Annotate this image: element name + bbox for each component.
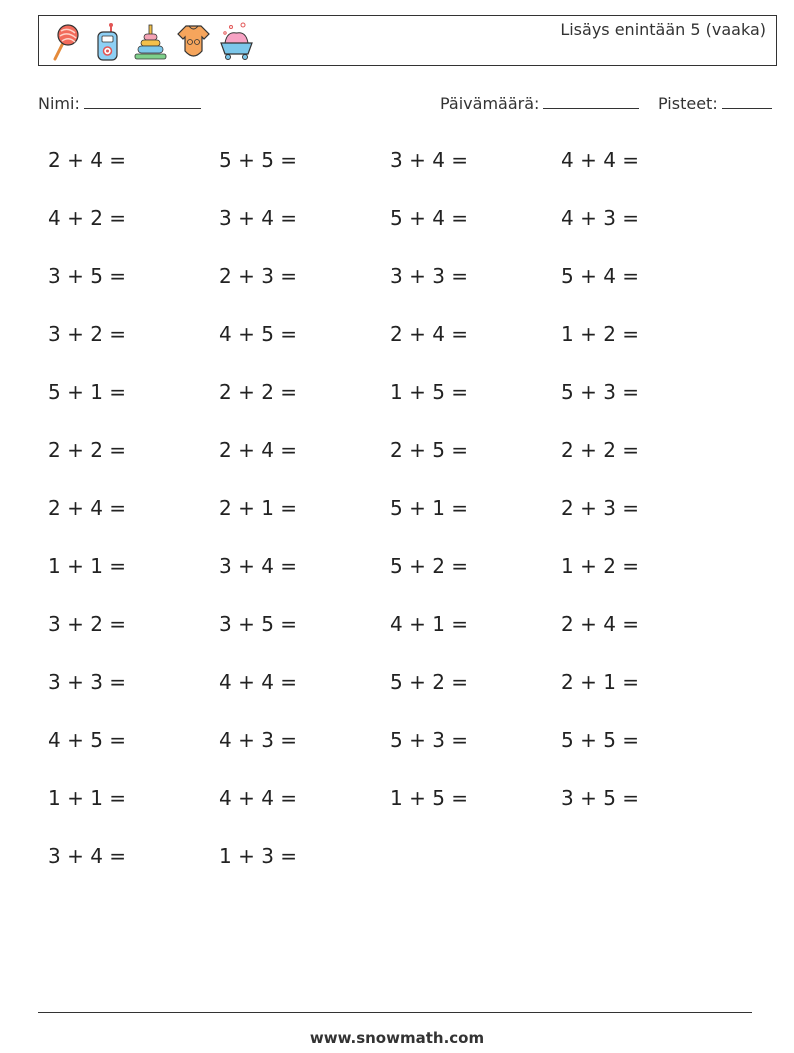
problem-item: 5 + 3 = [561,380,640,404]
problem-item: 2 + 5 = [390,438,469,462]
problem-item: 3 + 4 = [219,206,298,230]
problem-item: 3 + 4 = [48,844,127,868]
problem-item: 2 + 2 = [219,380,298,404]
score-field[interactable] [658,94,772,113]
problem-item: 4 + 5 = [48,728,127,752]
problem-item: 3 + 2 = [48,322,127,346]
problem-item: 1 + 5 = [390,786,469,810]
baby-bodysuit-icon [176,21,211,63]
problem-item: 1 + 2 = [561,322,640,346]
problem-item: 2 + 2 = [48,438,127,462]
score-label: Pisteet: [658,94,718,113]
problem-item: 5 + 2 = [390,670,469,694]
problem-item: 5 + 1 = [390,496,469,520]
problem-item: 4 + 2 = [48,206,127,230]
problem-item: 2 + 1 = [561,670,640,694]
problem-item: 1 + 3 = [219,844,298,868]
lollipop-icon [47,21,82,63]
problem-item: 2 + 4 = [390,322,469,346]
problem-item: 3 + 4 = [390,148,469,172]
problem-item: 1 + 1 = [48,786,127,810]
date-blank-line[interactable] [543,94,639,109]
problem-item: 5 + 1 = [48,380,127,404]
baby-monitor-icon [90,21,125,63]
problem-item: 1 + 1 = [48,554,127,578]
problem-item: 2 + 4 = [219,438,298,462]
name-field[interactable] [38,94,201,113]
worksheet-title: Lisäys enintään 5 (vaaka) [560,20,766,39]
problem-item: 3 + 3 = [390,264,469,288]
problem-item: 4 + 5 = [219,322,298,346]
problem-item: 5 + 2 = [390,554,469,578]
problem-item: 2 + 3 = [561,496,640,520]
score-blank-line[interactable] [722,94,772,109]
footer-website: www.snowmath.com [309,1029,485,1047]
problem-item: 3 + 2 = [48,612,127,636]
baby-bath-tub-icon [219,21,254,63]
problem-item: 2 + 4 = [561,612,640,636]
problem-item: 2 + 4 = [48,148,127,172]
problem-item: 4 + 4 = [219,670,298,694]
problem-item: 2 + 4 = [48,496,127,520]
problem-item: 3 + 5 = [561,786,640,810]
problem-item: 4 + 4 = [561,148,640,172]
header-icons [47,21,254,63]
problem-item: 3 + 5 = [48,264,127,288]
problem-item: 1 + 5 = [390,380,469,404]
date-field[interactable] [440,94,639,113]
name-label: Nimi: [38,94,80,113]
name-blank-line[interactable] [84,94,201,109]
problem-item: 5 + 4 = [390,206,469,230]
problem-item: 3 + 4 = [219,554,298,578]
problem-item: 1 + 2 = [561,554,640,578]
problem-item: 3 + 3 = [48,670,127,694]
problem-item: 2 + 3 = [219,264,298,288]
problem-item: 4 + 4 = [219,786,298,810]
stacking-rings-toy-icon [133,21,168,63]
problem-item: 5 + 5 = [561,728,640,752]
worksheet-header [38,15,777,66]
problem-item: 4 + 1 = [390,612,469,636]
problem-item: 4 + 3 = [561,206,640,230]
footer-divider [38,1012,752,1013]
problem-item: 5 + 4 = [561,264,640,288]
problem-item: 3 + 5 = [219,612,298,636]
problem-item: 5 + 5 = [219,148,298,172]
date-label: Päivämäärä: [440,94,540,113]
problem-item: 2 + 1 = [219,496,298,520]
problem-item: 2 + 2 = [561,438,640,462]
problem-item: 5 + 3 = [390,728,469,752]
problem-item: 4 + 3 = [219,728,298,752]
